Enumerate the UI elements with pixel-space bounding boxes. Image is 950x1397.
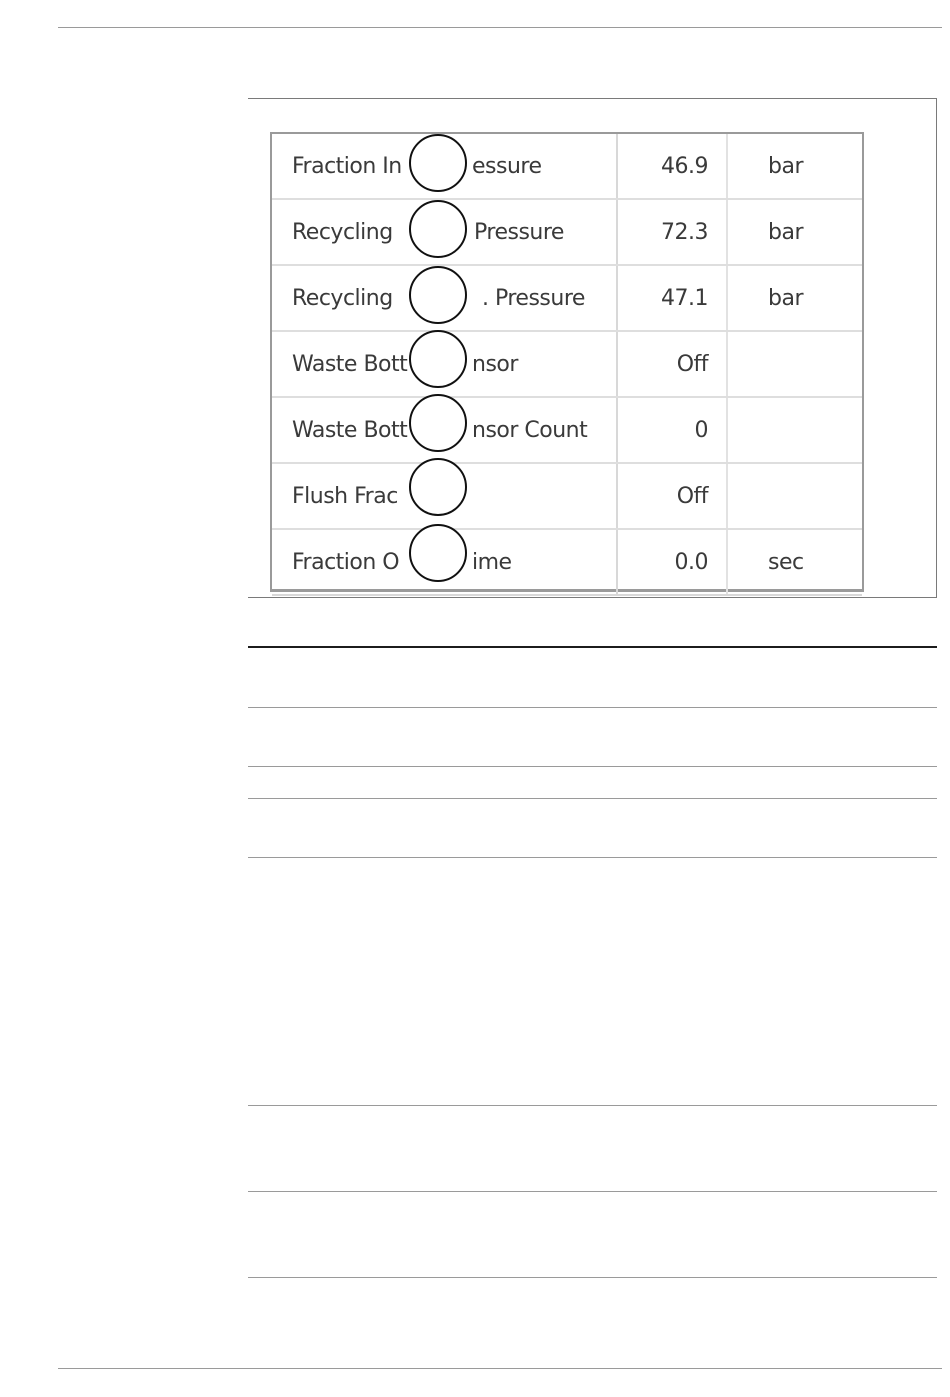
parameter-name-tail: nsor [472,351,518,377]
parameter-name-tail: essure [472,153,542,179]
parameter-value: Off [617,463,727,529]
parameter-name-tail: ime [472,549,512,575]
parameter-name: Recycling [292,219,393,245]
sensor-status-panel [270,132,864,592]
parameter-unit [727,331,862,397]
callout-circle [409,266,467,324]
parameter-name-tail: nsor Count [472,417,588,443]
parameter-name-tail: Pressure [474,219,564,245]
table-rule-6 [248,1191,937,1192]
table-row [272,265,862,331]
page-footer-rule [58,1368,942,1369]
table-row [272,529,862,595]
table-rule-2 [248,766,937,767]
table-rule-3 [248,798,937,799]
callout-circle [409,330,467,388]
parameter-name: Fraction O [292,549,400,575]
table-row [272,331,862,397]
parameter-value: 47.1 [617,265,727,331]
table-top-rule [248,646,937,648]
callout-circle [409,458,467,516]
parameter-value: 0.0 [617,529,727,595]
callout-circle [409,200,467,258]
table-rule-1 [248,707,937,708]
table-rule-5 [248,1105,937,1106]
parameter-unit: bar [727,134,862,199]
callout-circle [409,134,467,192]
callout-circle [409,394,467,452]
parameter-name: Recycling [292,285,393,311]
parameter-name-tail: . Pressure [482,285,585,311]
parameter-name: Fraction In [292,153,402,179]
page-header-rule [58,27,942,28]
parameter-value: Off [617,331,727,397]
table-row [272,463,862,529]
parameter-unit: bar [727,199,862,265]
parameter-unit [727,397,862,463]
table-row [272,134,862,199]
parameter-unit: sec [727,529,862,595]
table-rule-7 [248,1277,937,1278]
table-rule-4 [248,857,937,858]
sensor-table [272,134,862,596]
parameter-unit: bar [727,265,862,331]
table-row [272,199,862,265]
callout-circle [409,524,467,582]
parameter-value: 0 [617,397,727,463]
parameter-name: Waste Bott [292,351,408,377]
parameter-value: 46.9 [617,134,727,199]
parameter-unit [727,463,862,529]
parameter-name: Waste Bott [292,417,408,443]
table-row [272,397,862,463]
parameter-value: 72.3 [617,199,727,265]
parameter-name: Flush Frac [292,483,398,509]
